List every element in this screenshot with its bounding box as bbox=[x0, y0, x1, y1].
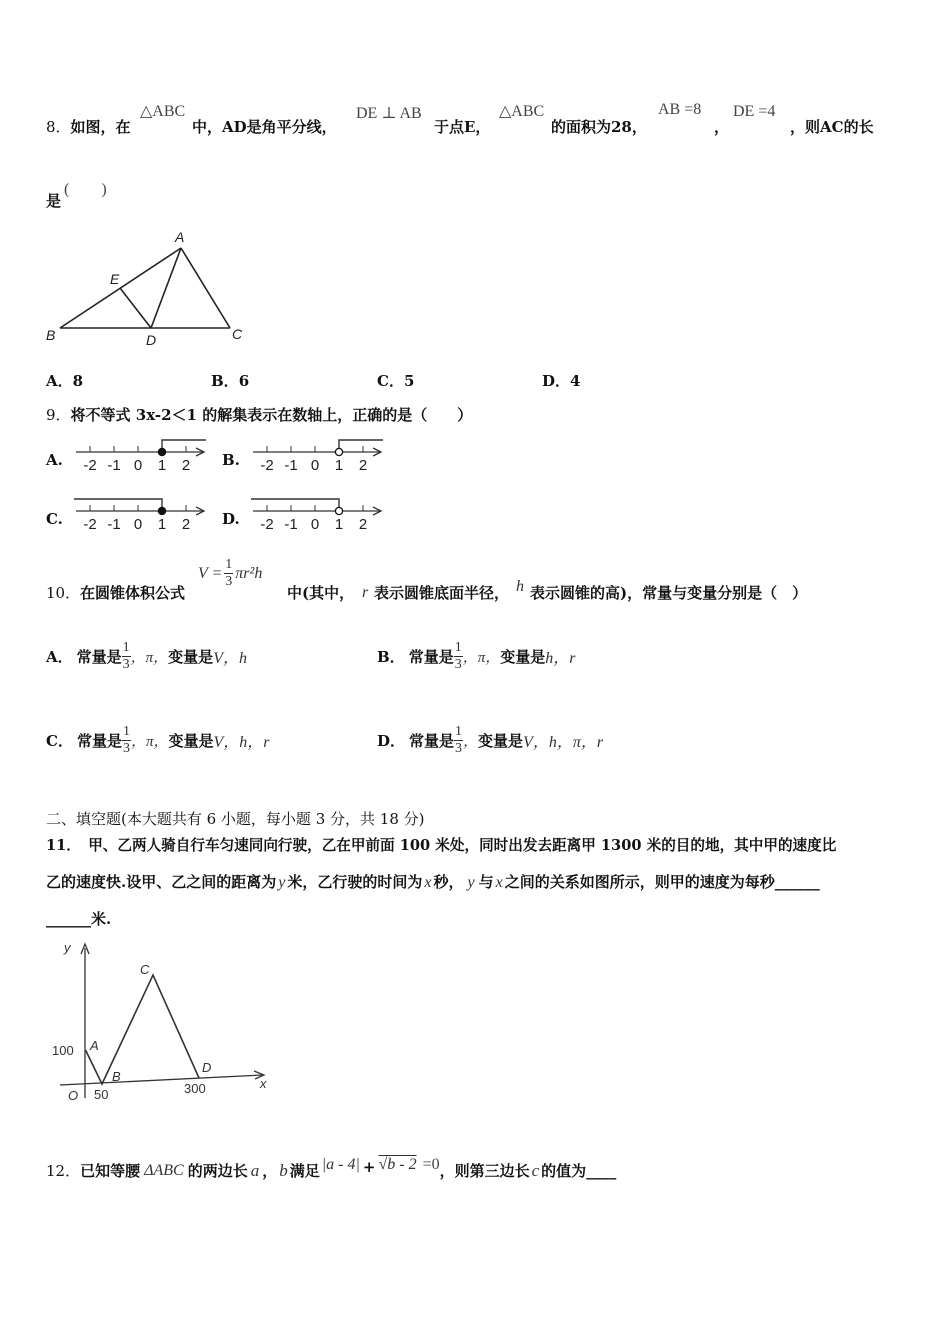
section-heading: 二、填空题(本大题共有 6 小题，每小题 3 分，共 18 分) bbox=[46, 810, 425, 828]
segment-ac bbox=[181, 248, 230, 328]
answer-blank[interactable]: ______ bbox=[774, 873, 820, 891]
number-line-label: -1 bbox=[107, 457, 121, 474]
q9-option-c-letter[interactable]: C. bbox=[46, 510, 63, 528]
q9-numberline-b[interactable] bbox=[249, 430, 389, 480]
q12-number: 12． bbox=[46, 1162, 81, 1180]
axis-y-label: y bbox=[64, 940, 71, 955]
segment-de bbox=[120, 288, 151, 328]
expr-abs: |a - 4| bbox=[321, 1155, 360, 1173]
number-line-label: 0 bbox=[133, 457, 143, 474]
number-line-label: -2 bbox=[83, 516, 97, 533]
q8-text: ，则AC的长 bbox=[790, 118, 874, 136]
tick-label-300: 300 bbox=[184, 1081, 206, 1096]
number-line-label: -2 bbox=[83, 457, 97, 474]
q10-text: 在圆锥体积公式 bbox=[80, 584, 186, 602]
number-line-label: 0 bbox=[133, 516, 143, 533]
answer-blank[interactable]: ____ bbox=[586, 1161, 617, 1180]
graph-line bbox=[86, 975, 199, 1084]
q8-line1 bbox=[46, 116, 131, 137]
q8-option-c[interactable]: C．5 bbox=[377, 372, 415, 390]
formula-v: V = bbox=[198, 564, 223, 582]
q9-numberline-c[interactable] bbox=[72, 489, 212, 539]
open-endpoint bbox=[335, 448, 342, 455]
q8-paren: ( ) bbox=[64, 181, 107, 198]
label-e: E bbox=[110, 271, 120, 287]
q8-de: DE =4 bbox=[733, 103, 776, 120]
q8-text: 于点E， bbox=[434, 118, 491, 136]
number-line-label: 2 bbox=[181, 516, 191, 533]
number-line-label: 2 bbox=[358, 516, 368, 533]
frac-den: 3 bbox=[225, 574, 233, 589]
q11-line3: ______米. bbox=[46, 910, 112, 928]
q8-triangle: △ABC bbox=[140, 103, 186, 120]
q10-option-b[interactable]: B． 常量是 $\frac{1}{3}$ ，π， 变量是 h，r bbox=[377, 640, 576, 672]
expr-eq: =0 bbox=[422, 1155, 440, 1173]
var-a: a bbox=[250, 1160, 260, 1180]
q9-number: 9． bbox=[46, 406, 71, 424]
segment-ad bbox=[151, 248, 181, 328]
number-line-label: 0 bbox=[310, 457, 320, 474]
number-line-label: -2 bbox=[260, 516, 274, 533]
q8-text: ， bbox=[714, 118, 730, 136]
q11-line2: 乙的速度快.设甲、乙之间的距离为 y 米，乙行驶的时间为 x 秒， y 与 x 之间的关系如图所示，则甲的速度为每秒 ______ bbox=[46, 873, 820, 891]
q8-triangle-figure bbox=[40, 228, 260, 350]
open-endpoint bbox=[335, 507, 342, 514]
closed-endpoint bbox=[158, 507, 165, 514]
q11-line1: 11． 甲、乙两人骑自行车匀速同向行驶，乙在甲前面 100 米处，同时出发去距离甲 1300 米的目的地，其中甲的速度比 bbox=[46, 837, 837, 854]
label-b: B bbox=[112, 1069, 121, 1084]
q10-number: 10． bbox=[46, 584, 81, 602]
x-axis bbox=[60, 1075, 262, 1085]
q8-text: 中，AD是角平分线， bbox=[192, 118, 337, 136]
number-line-label: 1 bbox=[157, 516, 167, 533]
label-a: A bbox=[90, 1038, 99, 1053]
q8-triangle: △ABC bbox=[499, 103, 545, 120]
q8-option-d[interactable]: D．4 bbox=[542, 372, 581, 390]
label-o: O bbox=[68, 1088, 79, 1103]
frac-num: 1 bbox=[225, 557, 233, 572]
q10-formula bbox=[198, 557, 262, 590]
var-x: x bbox=[495, 874, 503, 891]
number-line-label: 0 bbox=[310, 516, 320, 533]
solution-ray bbox=[251, 499, 339, 511]
q12-line: 12． 已知等腰 ΔABC 的两边长 a ， b 满足 |a - 4| + √b - 2 =0 ，则第三边长 c 的值为 ____ bbox=[46, 1155, 617, 1180]
q10-text: 中(其中， bbox=[287, 584, 355, 602]
q9-option-d-letter[interactable]: D. bbox=[222, 510, 240, 528]
expr-sqrt: √b - 2 bbox=[378, 1155, 417, 1173]
number-line-label: 1 bbox=[334, 516, 344, 533]
number-line-label: 2 bbox=[181, 457, 191, 474]
var-h: h bbox=[516, 578, 524, 595]
q8-option-b[interactable]: B．6 bbox=[211, 372, 250, 390]
q9-option-b-letter[interactable]: B. bbox=[222, 451, 240, 469]
q10-option-c[interactable]: C． 常量是 $\frac{1}{3}$ ，π， 变量是 V，h，r bbox=[46, 724, 270, 756]
q8-text: 的面积为28， bbox=[551, 118, 647, 136]
number-line-label: 2 bbox=[358, 457, 368, 474]
var-c: c bbox=[531, 1160, 540, 1180]
label-b: B bbox=[46, 327, 56, 343]
q8-ab: AB =8 bbox=[658, 101, 702, 118]
number-line-label: 1 bbox=[334, 457, 344, 474]
q10-text: 表示圆锥底面半径， bbox=[374, 584, 510, 602]
q8-option-a[interactable]: A．8 bbox=[46, 372, 84, 390]
var-y: y bbox=[278, 874, 286, 891]
solution-ray bbox=[74, 499, 162, 511]
q10-option-d[interactable]: D． 常量是 $\frac{1}{3}$ ， 变量是 V，h，π，r bbox=[377, 724, 604, 756]
plus-sign: + bbox=[362, 1157, 376, 1176]
q8-number: 8． bbox=[46, 118, 71, 136]
label-c: C bbox=[232, 326, 243, 342]
q9-text: 将不等式 3x-2＜1 的解集表示在数轴上，正确的是（ ） bbox=[70, 406, 473, 424]
q11-graph bbox=[50, 938, 290, 1108]
label-d: D bbox=[202, 1060, 212, 1075]
q9-numberline-d[interactable] bbox=[249, 489, 389, 539]
var-y: y bbox=[467, 874, 475, 891]
q8-perp: DE ⊥ AB bbox=[356, 105, 422, 122]
number-line-label: -2 bbox=[260, 457, 274, 474]
q10-text: 表示圆锥的高)，常量与变量分别是（ ） bbox=[530, 584, 808, 602]
tick-label-50: 50 bbox=[94, 1087, 109, 1102]
q9-option-a-letter[interactable]: A. bbox=[46, 451, 63, 469]
number-line-label: 1 bbox=[157, 457, 167, 474]
q9-line bbox=[46, 404, 472, 425]
q8-text: 是 bbox=[46, 192, 62, 210]
var-b: b bbox=[279, 1160, 288, 1180]
number-line-label: -1 bbox=[284, 457, 298, 474]
q10-option-a[interactable]: A． 常量是 $\frac{1}{3}$ ，π， 变量是 V，h bbox=[46, 640, 247, 672]
triangle-abc: ΔABC bbox=[144, 1161, 184, 1179]
number-line-label: -1 bbox=[284, 516, 298, 533]
formula-rest: πr²h bbox=[235, 564, 263, 582]
var-r: r bbox=[362, 584, 369, 601]
label-d: D bbox=[146, 332, 157, 348]
answer-blank[interactable]: ______ bbox=[46, 910, 91, 928]
closed-endpoint bbox=[158, 448, 165, 455]
axis-x-label: x bbox=[260, 1076, 267, 1091]
label-a: A bbox=[175, 229, 185, 245]
q8-text: 如图，在 bbox=[70, 118, 131, 136]
q10-number-wrap bbox=[46, 582, 80, 603]
label-c: C bbox=[140, 962, 150, 977]
q9-numberline-a[interactable] bbox=[72, 430, 212, 480]
number-line-label: -1 bbox=[107, 516, 121, 533]
tick-label-100: 100 bbox=[52, 1043, 74, 1058]
var-x: x bbox=[424, 874, 432, 891]
